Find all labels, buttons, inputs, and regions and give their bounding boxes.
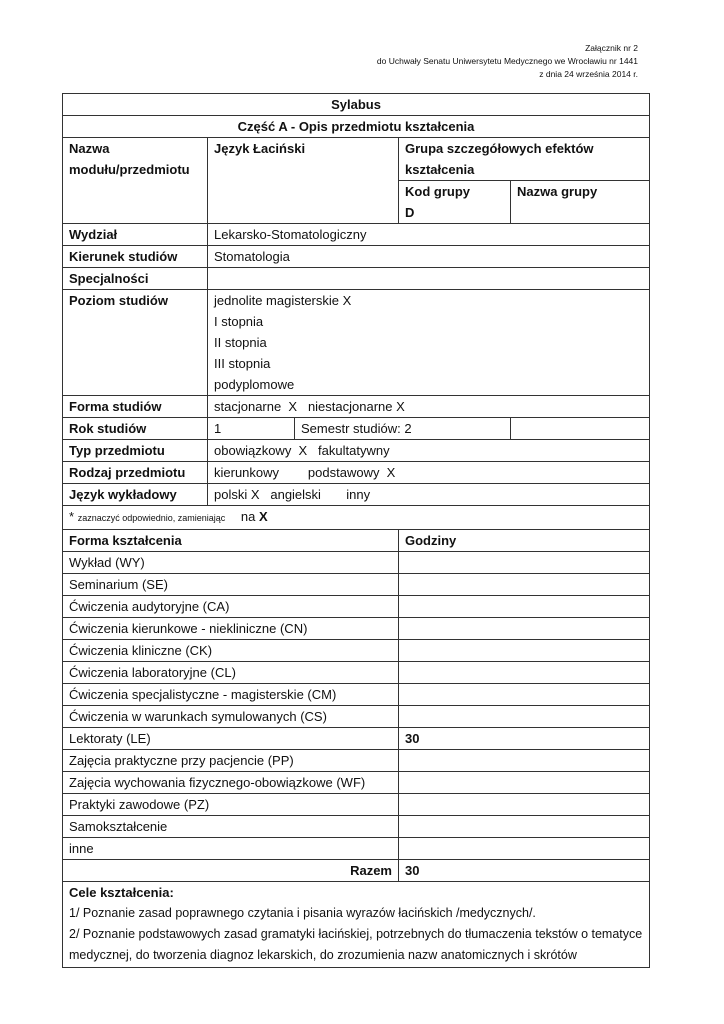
language-label: Język wykładowy [63,484,208,506]
hours-form: Wykład (WY) [63,552,399,574]
footnote-x: X [259,509,268,524]
type-value: obowiązkowy X fakultatywny [208,440,650,462]
goals-item-1: 1/ Poznanie zasad poprawnego czytania i pisania wyrazów łacińskich /medycznych/. [69,906,536,920]
direction-value: Stomatologia [208,246,650,268]
year-value: 1 [208,418,295,440]
hours-value [399,596,650,618]
hours-total-label: Razem [63,860,399,882]
hours-form: Ćwiczenia kliniczne (CK) [63,640,399,662]
hours-value [399,794,650,816]
hours-form: Ćwiczenia laboratoryjne (CL) [63,662,399,684]
syllabus-title: Sylabus [63,94,650,116]
resolution-date: z dnia 24 września 2014 r. [539,69,638,79]
goals-item-2: 2/ Poznanie podstawowych zasad gramatyki łacińskiej, potrzebnych do tłumaczenia tekstów o tematyce medycznej, do tworzenia diagnoz lekarskich, do zrozumienia nazw anatomicznych i skrótów [69,927,643,962]
group-code-label: Kod grupy [405,184,470,199]
hours-row [63,618,650,640]
level-option: I stopnia [214,314,264,329]
hours-value [399,706,650,728]
kind-label: Rodzaj przedmiotu [63,462,208,484]
hours-value [399,838,650,860]
document-header [377,42,638,81]
language-value: polski X angielski inny [208,484,650,506]
goals-cell [63,882,650,968]
hours-form: Samokształcenie [63,816,399,838]
hours-value [399,662,650,684]
footnote-na: na [240,509,256,524]
hours-row [63,750,650,772]
hours-value [399,640,650,662]
hours-row [63,816,650,838]
hours-form: Zajęcia praktyczne przy pacjencie (PP) [63,750,399,772]
level-label: Poziom studiów [63,290,208,396]
hours-row [63,794,650,816]
hours-row [63,728,650,750]
form-label: Forma studiów [63,396,208,418]
hours-form: Ćwiczenia specjalistyczne - magisterskie (CM) [63,684,399,706]
kind-value: kierunkowy podstawowy X [208,462,650,484]
hours-value [399,574,650,596]
hours-form: Lektoraty (LE) [63,728,399,750]
hours-row [63,838,650,860]
semester-empty-cell [511,418,650,440]
group-code-cell [399,181,511,224]
hours-row [63,640,650,662]
specialty-value [208,268,650,290]
footnote-row [63,506,650,530]
hours-form: Praktyki zawodowe (PZ) [63,794,399,816]
hours-total-value: 30 [399,860,650,882]
footnote-text: zaznaczyć odpowiednio, zamieniając [77,513,226,523]
semester-value: Semestr studiów: 2 [295,418,511,440]
hours-form: Ćwiczenia w warunkach symulowanych (CS) [63,706,399,728]
hours-form: Ćwiczenia kierunkowe - niekliniczne (CN) [63,618,399,640]
faculty-value: Lekarsko-Stomatologiczny [208,224,650,246]
module-label: Nazwa modułu/przedmiotu [63,138,208,224]
hours-value [399,816,650,838]
hours-value [399,684,650,706]
hours-row [63,706,650,728]
specialty-label: Specjalności [63,268,208,290]
hours-row [63,596,650,618]
group-label: Grupa szczegółowych efektów kształcenia [399,138,650,181]
type-label: Typ przedmiotu [63,440,208,462]
direction-label: Kierunek studiów [63,246,208,268]
group-code-value: D [405,205,415,220]
module-value: Język Łaciński [208,138,399,224]
hours-form: inne [63,838,399,860]
hours-row [63,684,650,706]
hours-form: Zajęcia wychowania fizycznego-obowiązkowe (WF) [63,772,399,794]
year-label: Rok studiów [63,418,208,440]
hours-value: 30 [399,728,650,750]
form-value: stacjonarne X niestacjonarne X [208,396,650,418]
resolution-reference: do Uchwały Senatu Uniwersytetu Medycznego we Wrocławiu nr 1441 [376,56,638,66]
goals-title: Cele kształcenia: [69,885,174,900]
hours-row [63,772,650,794]
faculty-label: Wydział [63,224,208,246]
annex-number: Załącznik nr 2 [585,43,638,53]
group-name-label: Nazwa grupy [511,181,650,224]
level-option: podyplomowe [214,377,295,392]
hours-col-hours: Godziny [399,530,650,552]
hours-row [63,662,650,684]
syllabus-table [62,93,650,968]
hours-value [399,750,650,772]
footnote-star: * [69,509,75,524]
level-option: III stopnia [214,356,271,371]
level-options [208,290,650,396]
part-title: Część A - Opis przedmiotu kształcenia [63,116,650,138]
hours-value [399,552,650,574]
hours-form: Ćwiczenia audytoryjne (CA) [63,596,399,618]
level-option: II stopnia [214,335,267,350]
hours-form: Seminarium (SE) [63,574,399,596]
hours-row [63,552,650,574]
level-option: jednolite magisterskie X [214,293,352,308]
hours-col-form: Forma kształcenia [63,530,399,552]
hours-row [63,574,650,596]
hours-value [399,772,650,794]
hours-value [399,618,650,640]
